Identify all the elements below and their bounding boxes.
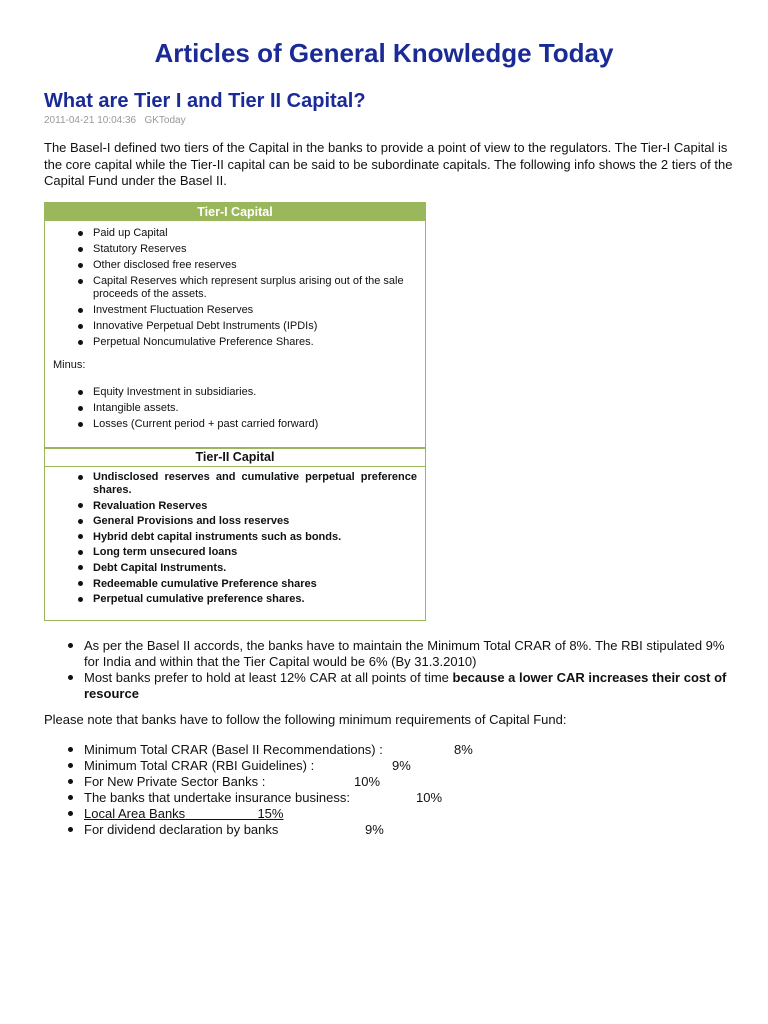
article-date: 2011-04-21 10:04:36 [44, 115, 137, 126]
list-item: Capital Reserves which represent surplus arising out of the sale proceeds of the assets. [45, 275, 425, 301]
list-item: Debt Capital Instruments. [45, 562, 425, 575]
note-bold-text: because a lower CAR increases their cost of resource [84, 670, 727, 701]
requirements-intro: Please note that banks have to follow the following minimum requirements of Capital Fund: [44, 712, 567, 727]
requirement-label: Minimum Total CRAR (RBI Guidelines) : [84, 758, 315, 773]
list-item: Paid up Capital [45, 227, 425, 240]
requirement-label-text: Local Area Banks [84, 806, 186, 821]
requirement-item [44, 806, 644, 822]
requirement-label: Minimum Total CRAR (Basel II Recommendations) : [84, 742, 383, 757]
article-meta [44, 115, 186, 126]
requirement-label: For New Private Sector Banks : [84, 774, 266, 789]
site-title: Articles of General Knowledge Today [154, 38, 614, 68]
list-item: Undisclosed reserves and cumulative perpetual preference shares. [45, 471, 425, 497]
article-intro: The Basel-I defined two tiers of the Capital in the banks to provide a point of view to the regulators. The Tier-I Capital is the core capital while the Tier-II capital can be said to be subordinate capitals. The following info shows the 2 tiers of the Capital Fund under the Basel II. [44, 140, 733, 188]
list-item: General Provisions and loss reserves [45, 515, 425, 528]
requirement-value: 9% [392, 758, 411, 773]
article-author: GKToday [144, 115, 186, 126]
list-item: Perpetual Noncumulative Preference Shares. [45, 336, 425, 349]
tier2-table [44, 447, 426, 621]
note-item: As per the Basel II accords, the banks have to maintain the Minimum Total CRAR of 8%. The RBI stipulated 9% for India and within that the Tier Capital would be 6% (By 31.3.2010) [44, 638, 734, 670]
list-item: Innovative Perpetual Debt Instruments (IPDIs) [45, 320, 425, 333]
requirement-item [44, 822, 644, 838]
list-item: Perpetual cumulative preference shares. [45, 593, 425, 606]
requirement-item [44, 758, 644, 774]
tier1-heading: Tier-I Capital [45, 203, 425, 221]
list-item: Hybrid debt capital instruments such as bonds. [45, 531, 425, 544]
list-item: Statutory Reserves [45, 243, 425, 256]
list-item: Equity Investment in subsidiaries. [45, 386, 425, 399]
requirement-item [44, 742, 644, 758]
requirement-value: 10% [416, 790, 443, 805]
requirement-value: 15% [257, 806, 284, 821]
note-text: Most banks prefer to hold at least 12% CAR at all points of time [84, 670, 453, 685]
tier1-minus-list [45, 386, 425, 431]
requirements-list [44, 742, 644, 838]
minus-label: Minus: [53, 359, 86, 371]
notes-list [44, 638, 734, 702]
tier1-list [45, 227, 425, 349]
requirement-value: 9% [365, 822, 384, 837]
article-title[interactable]: What are Tier I and Tier II Capital? [44, 90, 366, 112]
requirement-label: For dividend declaration by banks [84, 822, 279, 837]
list-item: Losses (Current period + past carried forward) [45, 418, 425, 431]
list-item: Long term unsecured loans [45, 546, 425, 559]
list-item: Other disclosed free reserves [45, 259, 425, 272]
requirement-label: The banks that undertake insurance business: [84, 790, 350, 805]
requirement-item [44, 774, 644, 790]
tier2-heading: Tier-II Capital [45, 448, 425, 467]
list-item: Redeemable cumulative Preference shares [45, 578, 425, 591]
requirement-value: 8% [454, 742, 473, 757]
list-item: Intangible assets. [45, 402, 425, 415]
tier2-list [45, 471, 425, 606]
requirement-item [44, 790, 644, 806]
requirement-label [84, 806, 283, 821]
tier1-table [44, 202, 426, 449]
requirement-value: 10% [354, 774, 381, 789]
list-item: Investment Fluctuation Reserves [45, 304, 425, 317]
note-item [44, 670, 734, 702]
list-item: Revaluation Reserves [45, 500, 425, 513]
